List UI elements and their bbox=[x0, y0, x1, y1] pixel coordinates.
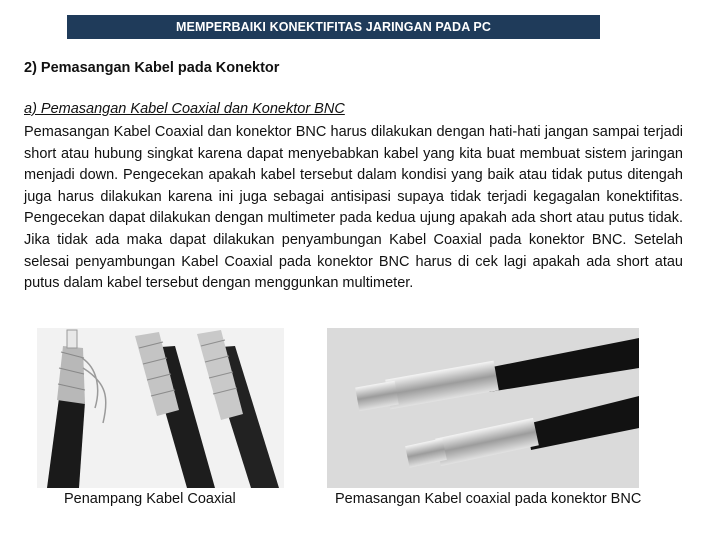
sub-title: a) Pemasangan Kabel Coaxial dan Konektor BNC bbox=[24, 101, 345, 117]
header-banner bbox=[67, 15, 600, 39]
bnc-connector-photo bbox=[327, 328, 639, 488]
left-figure-caption: Penampang Kabel Coaxial bbox=[64, 491, 236, 507]
coaxial-cable-cross-section-photo bbox=[37, 328, 284, 488]
header-title: MEMPERBAIKI KONEKTIFITAS JARINGAN PADA PC bbox=[176, 20, 491, 34]
right-figure-caption: Pemasangan Kabel coaxial pada konektor BNC bbox=[335, 491, 642, 507]
section-title: 2) Pemasangan Kabel pada Konektor bbox=[24, 60, 280, 76]
body-paragraph: Pemasangan Kabel Coaxial dan konektor BNC harus dilakukan dengan hati-hati jangan sampai terjadi short atau hubung singkat karena dapat menyebabkan kabel yang kita buat membuat sistem jaringan menjadi down. Pengecekan apakah kabel tersebut dalam kondisi yang baik atau tidak putus ditengah juga harus dilakukan karena ini juga sebagai antisipasi supaya tidak terjadi kegagalan konektifitas. Pengecekan dapat dilakukan dengan multimeter pada kedua ujung apakah ada short atau putus tidak. Jika tidak ada maka dapat dilakukan penyambungan Kabel Coaxial pada konektor BNC. Setelah selesai penyambungan Kabel Coaxial pada konektor BNC harus di cek lagi apakah ada short atau putus dalam kabel tersebut dengan menggunkan multimeter. bbox=[24, 124, 683, 292]
